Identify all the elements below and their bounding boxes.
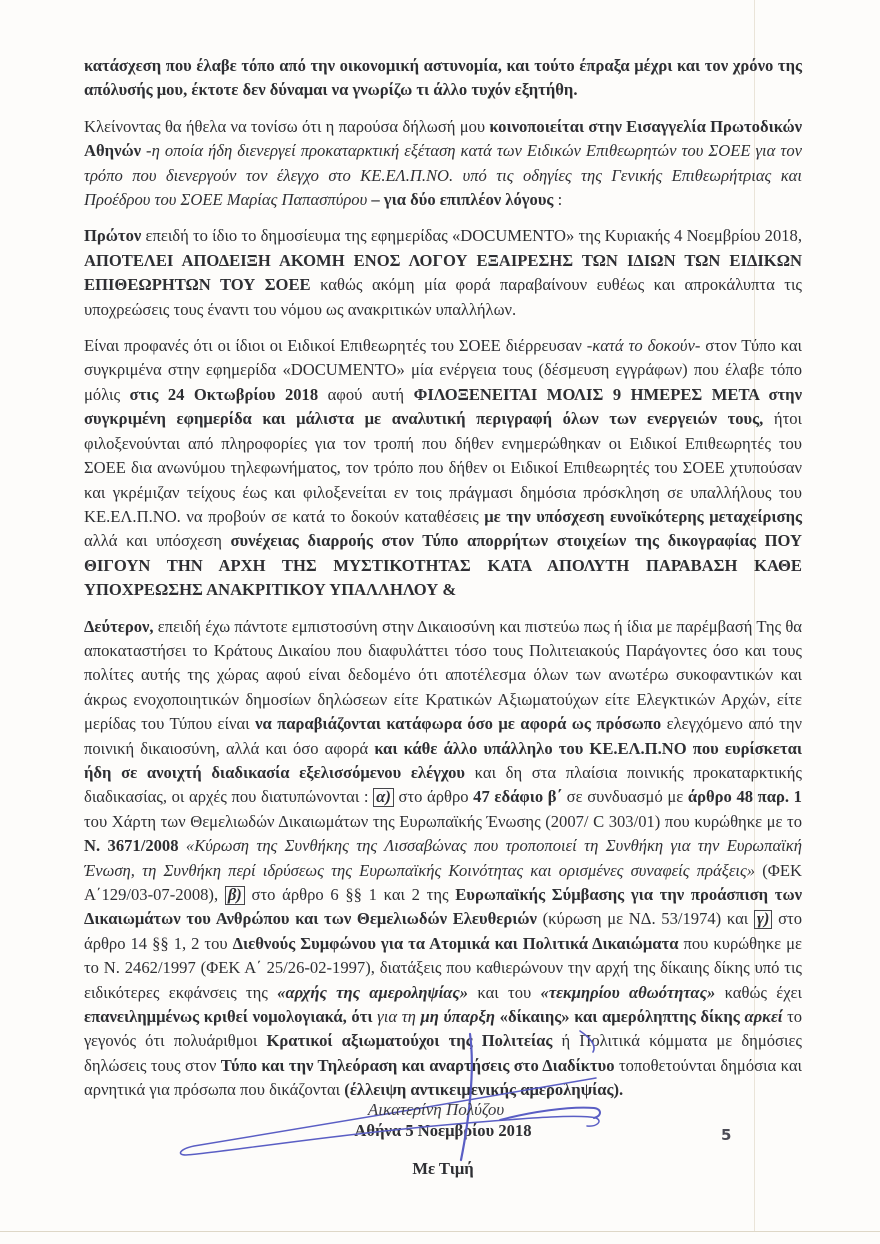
text-run: και κάθε άλλο υπάλληλο του ΚΕ.ΕΛ.Π.ΝΟ που ευρίσκεται ήδη σε ανοιχτή διαδικασία εξελισσόμενου ελέγχου [84, 738, 802, 782]
text-run: κοινοποιείται στην Εισαγγελία Πρωτοδικών Αθηνών [84, 116, 803, 161]
text-run: (κύρωση με ΝΔ. 53/1974) και [542, 909, 754, 929]
text-run: (έλλειψη αντικειμενικής αμεροληψίας). [344, 1080, 624, 1100]
text-run: ή Πολιτικά κόμματα με δημόσιες δηλώσεις τους στον [84, 1031, 802, 1075]
paragraph-4 [84, 334, 802, 602]
signatory-name: Αικατερίνη Πολύζου [367, 1100, 505, 1119]
page-number: 5 [721, 1126, 732, 1144]
text-run: και του [477, 982, 541, 1002]
text-run: Τύπο και την Τηλεόραση και αναρτήσεις στο Διαδίκτυο [220, 1055, 619, 1075]
text-run: στις 24 Οκτωβρίου 2018 [129, 384, 328, 404]
text-run: με την υπόσχεση ευνοϊκότερης μεταχείρισης [484, 506, 802, 526]
text-run: Κρατικοί αξιωματούχοι της Πολιτείας [266, 1031, 562, 1051]
text-run: μη ύπαρξη [420, 1007, 500, 1027]
text-run: Ν. 3671/2008 [84, 836, 186, 856]
text-run: (ΦΕΚ Α΄129/03-07-2008), [84, 860, 802, 904]
text-run: Πρώτον [84, 226, 146, 246]
page-bottom-edge-line [0, 1231, 880, 1232]
text-run: γ) [754, 910, 772, 929]
text-run: καθώς έχει [724, 982, 802, 1002]
text-run: ΦΙΛΟΞΕΝΕΙΤΑΙ ΜΟΛΙΣ 9 ΗΜΕΡΕΣ ΜΕΤΑ στην συγκριμένη εφημερίδα και μάλιστα με αναλυτική περιγραφή όλων των ενεργειών τους, [84, 384, 802, 429]
paragraph-5 [84, 615, 802, 1103]
text-run: αρκεί [744, 1007, 788, 1027]
text-run: άρθρο 48 παρ. 1 [687, 787, 802, 807]
text-run: το γεγονός ότι πολυάριθμοι [84, 1007, 803, 1051]
text-run: αλλά και υπόσχεση [84, 531, 231, 551]
text-run: και δη στα πλαίσια ποινικής προκαταρκτικής διαδικασίας, οι αρχές που διατυπώνονται : [84, 762, 802, 807]
text-run: αφού αυτή [327, 384, 414, 404]
text-run: τοποθετούνται δημόσια και αρνητικά για πρόσωπα που δικάζονται [84, 1055, 803, 1100]
text-run: ΑΠΟΤΕΛΕΙ ΑΠΟΔΕΙΞΗ ΑΚΟΜΗ ΕΝΟΣ ΛΟΓΟΥ ΕΞΑΙΡΕΣΗΣ ΤΩΝ ΙΔΙΩΝ ΤΩΝ ΕΙΔΙΚΩΝ ΕΠΙΘΕΩΡΗΤΩΝ ΤΟΥ ΣΟΕΕ [84, 250, 802, 295]
text-run: στο άρθρο 14 §§ 1, 2 του [84, 909, 803, 953]
text-run: α) [373, 788, 394, 807]
text-run: σε συνδυασμό με [566, 787, 688, 807]
text-run: -η οποία ήδη διενεργεί προκαταρκτική εξέταση κατά των Ειδικών Επιθεωρητών του ΣΟΕΕ για τον τρόπο που διενεργούν τον έλεγχο στο ΚΕ.ΕΛ.Π.ΝΟ. υπό τις οδηγίες της Γενικής Επιθεωρήτριας και Προέδρου του ΣΟΕΕ Μαρίας Παπασπύρου [84, 141, 802, 210]
paragraph-2 [84, 115, 802, 213]
text-run: 47 εδάφιο β΄ [473, 787, 567, 807]
text-run: στο άρθρο [393, 787, 474, 807]
text-run: στον Τύπο και συγκριμένα στην εφημερίδα «DOCUMENTO» μία ενέργεια τους (δέσμευση εγγράφων) που έλαβε τόπο μόλις [84, 336, 802, 404]
text-run: Ευρωπαϊκής Σύμβασης για την προάσπιση των Δικαιωμάτων του Ανθρώπου και των Θεμελιωδών Ελευθεριών [84, 885, 802, 929]
text-run: «δίκαιης» και αμερόληπτης δίκης [499, 1007, 745, 1027]
text-run: «Κύρωση της Συνθήκης της Λισσαβώνας που τροποποιεί τη Συνθήκη για την Ευρωπαϊκή Ένωση, τη Συνθήκη περί ιδρύσεως της Ευρωπαϊκής Κοινότητας και ορισμένες συναφείς πράξεις» [84, 836, 802, 880]
text-run: του Χάρτη των Θεμελιωδών Δικαιωμάτων της Ευρωπαϊκής Ένωσης (2007/ C 303/01) που κυρώθηκε με το [84, 811, 802, 831]
text-run: β) [225, 886, 245, 905]
text-run: στο άρθρο 6 §§ 1 και 2 της [244, 885, 456, 904]
text-run: που κυρώθηκε με το Ν. 2462/1997 (ΦΕΚ Α΄ 25/26-02-1997), διατάξεις που καθιερώνουν την αρχή της δίκαιης δίκης υπό τις ειδικότερες εκφάνσεις της [84, 933, 802, 1002]
text-run: Διεθνούς Συμφώνου για τα Ατομικά και Πολιτικά Δικαιώματα [232, 933, 684, 953]
text-run: επανειλημμένως κριθεί νομολογιακά, ότι [84, 1007, 378, 1027]
text-run: να παραβιάζονται κατάφωρα όσο με αφορά ως πρόσωπο [255, 714, 667, 734]
text-run: «αρχής της αμεροληψίας» [277, 982, 478, 1002]
date-line: Αθήνα 5 Νοεμβρίου 2018 [354, 1120, 532, 1140]
text-run: Είναι προφανές ότι οι ίδιοι οι Ειδικοί Επιθεωρητές του ΣΟΕΕ διέρρευσαν [84, 336, 587, 356]
text-run: -κατά το δοκούν- [586, 336, 706, 356]
text-run: για τη [377, 1007, 421, 1027]
paragraph-1 [84, 54, 802, 103]
text-run: συνέχειας διαρροής στον Τύπο απορρήτων στοιχείων της δικογραφίας ΠΟΥ ΘΙΓΟΥΝ ΤΗΝ ΑΡΧΗ ΤΗΣ ΜΥΣΤΙΚΟΤΗΤΑΣ ΚΑΤΑ ΑΠΟΛΥΤΗ ΠΑΡΑΒΑΣΗ ΚΑΘΕ ΥΠΟΧΡΕΩΣΗΣ ΑΝΑΚΡΙΤΙΚΟΥ ΥΠΑΛΛΗΛΟΥ & [84, 531, 803, 600]
text-run: κατάσχεση που έλαβε τόπο από την οικονομική αστυνομία, και τούτο έπραξα μέχρι και τον χρόνο της απόλυσής μου, έκτοτε δεν δύναμαι να γνωρίζω τι άλλο τυχόν εξητήθη. [84, 56, 802, 100]
closing-salutation: Με Τιμή [412, 1159, 474, 1179]
text-run: επειδή το ίδιο το δημοσίευμα της εφημερίδας «DOCUMENTO» της Κυριακής 4 Νοεμβρίου 2018, [145, 226, 802, 246]
paragraph-3 [84, 224, 802, 322]
text-run: «τεκμηρίου αθωότητας» [540, 982, 725, 1002]
text-run: ελεγχόμενο από την ποινική δικαιοσύνη, αλλά και όσο αφορά [84, 714, 803, 758]
text-run: – για δύο επιπλέον λόγους [371, 190, 554, 210]
text-run: Κλείνοντας θα ήθελα να τονίσω ότι η παρούσα δήλωσή μου [84, 116, 490, 136]
text-run: : [553, 190, 563, 210]
text-run: ήτοι φιλοξενούνται από πληροφορίες για τον τροπή που δήθεν ενημερώθηκαν οι Ειδικοί Επιθεωρητές του ΣΟΕΕ δια ανωνύμου τηλεφωνήματος, τον τρόπο που δήθεν οι Ειδικοί Επιθεωρητές του ΣΟΕΕ χτυπούσαν και γκρέμιζαν τείχους έως και φιλοξενείται εν τοις πράγμασι δημόσια πρόσκληση σε υπαλλήλους του ΚΕ.ΕΛ.Π.ΝΟ. να προβούν σε κατά το δοκούν καταθέσεις [84, 409, 802, 526]
document-body [84, 54, 802, 1181]
text-run: Δεύτερον, [84, 616, 158, 636]
text-run: καθώς ακόμη μία φορά παραβαίνουν ευθέως και απροκάλυπτα τις υποχρεώσεις τους έναντι του νόμου ως ανακριτικών υπαλλήλων. [84, 275, 802, 319]
text-run: επειδή έχω πάντοτε εμπιστοσύνη στην Δικαιοσύνη και πιστεύω πως ή ίδια με παρέμβασή Της θα αποκαταστήσει το Κράτους Δικαίου που διαφυλάττει τόσο τους Πολιτειακούς Παράγοντες όσο και τους πολίτες αυτής της χώρας αφού είναι δεδομένο ότι αποτέλεσμα όλων των ανωτέρω συκοφαντικών και άκρως ενοχοποιητικών δημοσίων δηλώσεων είτε Κρατικών Αξιωματούχων είτε Ελεγκτικών Αρχών, είτε μερίδας του Τύπου είναι [84, 616, 802, 734]
